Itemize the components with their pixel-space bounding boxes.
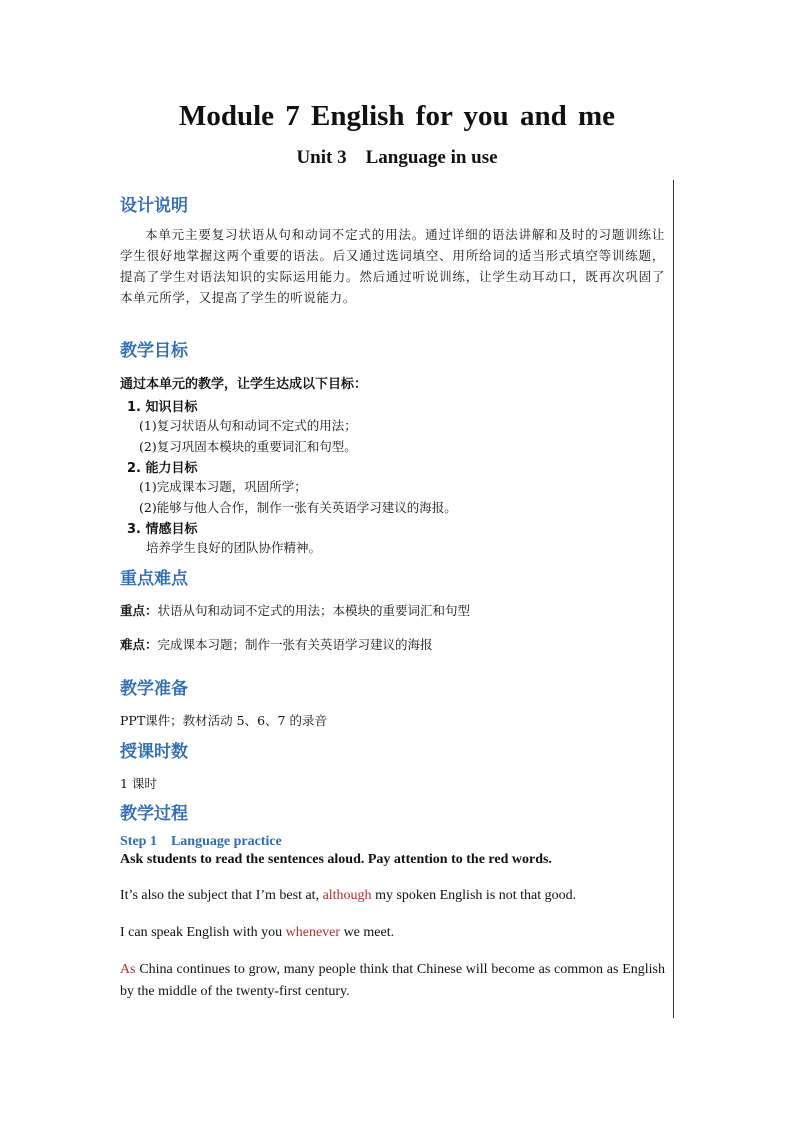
difficulty-text: 完成课本习题；制作一张有关英语学习建议的海报 [157,637,433,652]
margin-rule [673,180,674,1018]
highlighted-word: although [322,888,372,903]
hours-heading: 授课时数 [120,742,188,762]
design-section [120,191,665,308]
step-title: Step 1 Language practice [120,834,282,849]
knowledge-goal-item: (2)复习巩固本模块的重要词汇和句型。 [139,439,357,454]
example-sentence [120,959,665,1003]
example-sentence [120,922,665,944]
focus-line [120,601,665,619]
knowledge-goals-heading: 1. 知识目标 [127,400,198,415]
focus-label: 重点： [120,603,158,618]
goals-section [120,336,665,558]
example-sentence [120,885,665,907]
preparation-section [120,674,665,729]
ability-goal-item: (2)能够与他人合作，制作一张有关英语学习建议的海报。 [139,500,457,515]
module-title: Module 7 English for you and me [179,100,615,132]
design-heading: 设计说明 [120,196,188,216]
process-section [120,799,665,1003]
emotion-goals-heading: 3. 情感目标 [127,522,198,537]
ability-goals-heading: 2. 能力目标 [127,461,198,476]
goals-intro: 通过本单元的教学，让学生达成以下目标： [120,377,368,392]
sentence-text: my spoken English is not that good. [371,888,577,903]
key-points-section [120,564,665,653]
step-instruction: Ask students to read the sentences aloud. Pay attention to the red words. [120,852,552,867]
highlighted-word: As [120,962,136,977]
key-points-heading: 重点难点 [120,569,188,589]
difficulty-line [120,635,665,653]
sentence-text: China continues to grow, many people think that Chinese will become as common as English by the middle of the twenty-first century. [120,962,665,999]
ability-goal-item: (1)完成课本习题，巩固所学； [139,479,307,494]
difficulty-label: 难点： [120,637,158,652]
hours-text: 1 课时 [120,776,157,791]
design-paragraph: 本单元主要复习状语从句和动词不定式的用法。通过详细的语法讲解和及时的习题训练让学生很好地掌握这两个重要的语法。后又通过选词填空、用所给词的适当形式填空等训练题，提高了学生对语法知识的实际运用能力。然后通过听说训练，让学生动耳动口，既再次巩固了本单元所学，又提高了学生的听说能力。 [120,227,665,305]
unit-subtitle: Unit 3 Language in use [296,147,498,168]
sentence-text: I can speak English with you [120,925,286,940]
highlighted-word: whenever [285,925,341,940]
preparation-heading: 教学准备 [120,679,188,699]
process-heading: 教学过程 [120,804,188,824]
emotion-goal-item: 培养学生良好的团队协作精神。 [146,540,322,555]
focus-text: 状语从句和动词不定式的用法；本模块的重要词汇和句型 [157,603,471,618]
sentence-text: we meet. [340,925,395,940]
knowledge-goal-item: (1)复习状语从句和动词不定式的用法； [139,418,357,433]
preparation-text: PPT课件；教材活动 5、6、7 的录音 [120,713,327,728]
hours-section [120,737,665,792]
sentence-text: It’s also the subject that I’m best at, [120,888,323,903]
goals-heading: 教学目标 [120,341,188,361]
